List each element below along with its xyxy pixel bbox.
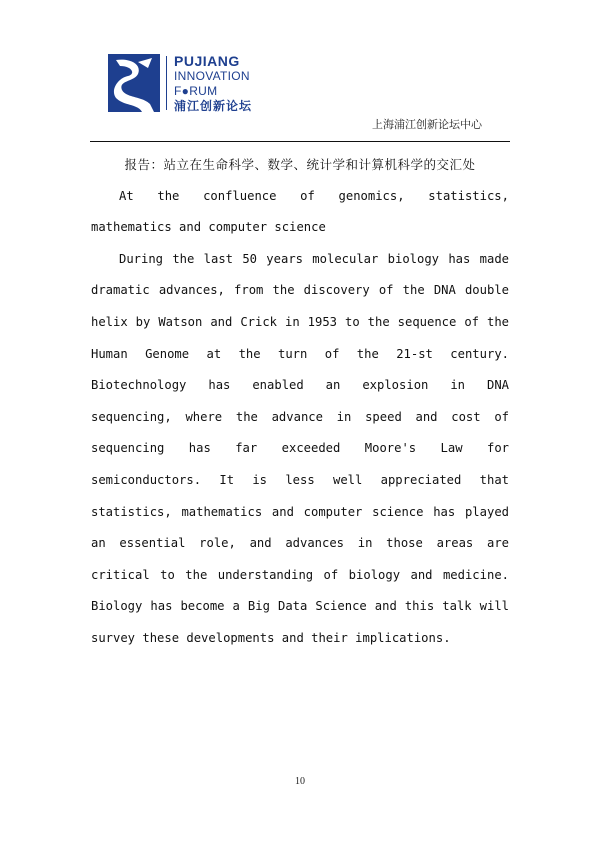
report-content xyxy=(91,149,509,655)
logo-text xyxy=(174,54,252,114)
logo-line-chinese: 浦江创新论坛 xyxy=(174,99,253,113)
report-abstract: During the last 50 years molecular biology has made dramatic advances, from the discovery of the DNA double helix by Watson and Crick in 1953 to the sequence of the Human Genome at the turn of the 21-st century. Biotechnology has enabled an explosion in DNA sequencing, where the advance in speed and cost of sequencing has far exceeded Moore's Law for semiconductors. It is less well appreciated that statistics, mathematics and computer science has played an essential role, and advances in those areas are critical to the understanding of biology and medicine. Biology has become a Big Data Science and this talk will survey these developments and their implications. xyxy=(91,251,509,645)
pujiang-forum-logo xyxy=(108,54,278,114)
page-number: 10 xyxy=(295,776,305,787)
header-divider xyxy=(90,141,510,142)
pujiang-logo-mark-icon xyxy=(108,54,160,112)
report-title-english: At the confluence of genomics, statistics, mathematics and computer science xyxy=(91,188,509,235)
logo-divider xyxy=(166,56,167,110)
logo-line-pujiang: PUJIANG xyxy=(174,53,240,69)
logo-globe-icon: ● xyxy=(181,84,190,98)
report-title-chinese: 报告：站立在生命科学、数学、统计学和计算机科学的交汇处 xyxy=(124,157,476,172)
header-organization: 上海浦江创新论坛中心 xyxy=(372,118,482,131)
logo-line-innovation: INNOVATION xyxy=(174,69,250,83)
logo-line-forum: F●RUM xyxy=(174,84,218,98)
